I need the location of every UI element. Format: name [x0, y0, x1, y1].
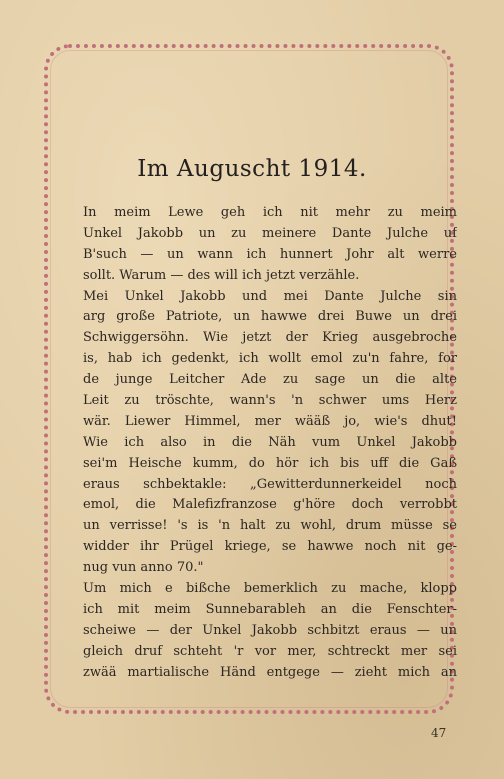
body-text: [83, 203, 457, 683]
chapter-title: Im Auguscht 1914.: [137, 156, 367, 182]
text-line: Wie ich also in die Näh vum Unkel Jakobb: [83, 434, 457, 450]
text-line: ich mit meim Sunnebarableh an die Fenschter-: [83, 601, 457, 617]
text-line: sollt. Warum — des will ich jetzt verzähle.: [83, 267, 360, 283]
text-line: arg große Patriote, un hawwe drei Buwe un drei: [83, 309, 457, 325]
text-line: is, hab ich gedenkt, ich wollt emol zu'n fahre, for: [83, 351, 457, 367]
text-line: widder ihr Prügel kriege, se hawwe noch nit ge-: [83, 539, 457, 555]
text-line: In meim Lewe geh ich nit mehr zu meim: [83, 205, 457, 220]
text-line: sei'm Heische kumm, do hör ich bis uff die Gaß: [83, 455, 457, 471]
text-line: zwää martialische Händ entgege — zieht mich an: [83, 664, 457, 680]
text-line: B'such — un wann ich hunnert Johr alt werre: [83, 246, 457, 262]
text-line: gleich druf schteht 'r vor mer, schtreckt mer sei: [83, 643, 457, 659]
text-line: eraus schbektakle: „Gewitterdunnerkeidel noch: [83, 476, 457, 492]
text-line: wär. Liewer Himmel, mer wääß jo, wie's dhut!: [83, 413, 457, 429]
text-line: nug vun anno 70.": [83, 560, 204, 576]
page-number: 47: [431, 726, 447, 740]
text-line: Unkel Jakobb un zu meinere Dante Julche uf: [83, 225, 457, 241]
text-line: scheiwe — der Unkel Jakobb schbitzt eraus — un: [83, 622, 457, 638]
text-line: Schwiggersöhn. Wie jetzt der Krieg ausgebroche: [83, 330, 457, 346]
text-line: Leit zu tröschte, wann's 'n schwer ums Herz: [83, 393, 457, 409]
text-line: un verrisse! 's is 'n halt zu wohl, drum müsse se: [83, 518, 457, 534]
text-line: de junge Leitcher Ade zu sage un die alte: [83, 372, 457, 388]
text-line: Um mich e bißche bemerklich zu mache, klopp: [83, 581, 457, 597]
text-line: Mei Unkel Jakobb und mei Dante Julche sin: [83, 288, 457, 304]
text-line: emol, die Malefizfranzose g'höre doch verrobbt: [83, 497, 457, 513]
